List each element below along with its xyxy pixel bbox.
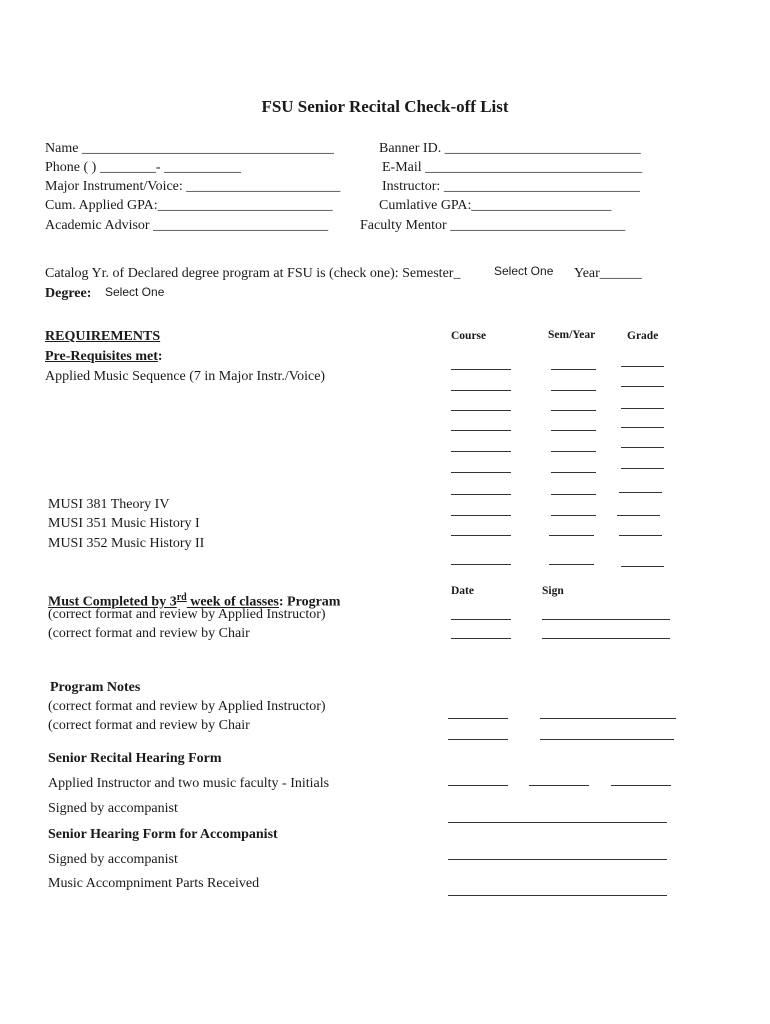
course-line[interactable]	[451, 494, 511, 495]
initials-line[interactable]	[529, 785, 589, 786]
program-heading-pre: Must Completed by 3	[48, 594, 177, 610]
program-heading-end: : Program	[278, 594, 341, 610]
semester-select[interactable]: Select One	[494, 264, 554, 278]
catalog-label: Catalog Yr. of Declared degree program at FSU is (check one): Semester_	[45, 266, 461, 281]
date-line[interactable]	[451, 638, 511, 639]
col-date: Date	[451, 585, 474, 597]
semyear-line[interactable]	[551, 430, 596, 431]
sign-line[interactable]	[540, 739, 674, 740]
col-grade: Grade	[627, 330, 659, 342]
faculty-mentor-field[interactable]: Faculty Mentor _________________________	[360, 218, 626, 233]
prereq-colon: :	[157, 349, 163, 364]
course-line[interactable]	[451, 390, 511, 391]
course-line[interactable]	[451, 472, 511, 473]
grade-line[interactable]	[621, 447, 664, 448]
sign-line[interactable]	[540, 718, 676, 719]
sign-line[interactable]	[542, 638, 670, 639]
initials-line[interactable]	[448, 785, 508, 786]
theory-iv: MUSI 381 Theory IV	[48, 497, 170, 512]
sign-line[interactable]	[542, 619, 670, 620]
notes-line1: (correct format and review by Applied Instructor)	[48, 699, 326, 714]
notes-line2: (correct format and review by Chair	[48, 718, 250, 733]
semyear-line[interactable]	[549, 564, 594, 565]
signed-accompanist-label-2: Signed by accompanist	[48, 852, 178, 867]
program-notes-heading: Program Notes	[50, 680, 141, 695]
signature-line[interactable]	[448, 859, 667, 860]
prereq-text: Pre-Requisites met	[45, 349, 158, 364]
col-sem-year: Sem/Year	[548, 329, 596, 341]
signature-line[interactable]	[448, 895, 667, 896]
accompanist-form-heading: Senior Hearing Form for Accompanist	[48, 827, 278, 842]
page-title: FSU Senior Recital Check-off List	[261, 97, 509, 116]
semyear-line[interactable]	[551, 515, 596, 516]
parts-received-label: Music Accompniment Parts Received	[48, 876, 260, 891]
banner-id-field[interactable]: Banner ID. ____________________________	[379, 141, 641, 156]
advisor-field[interactable]: Academic Advisor _________________________	[45, 218, 329, 233]
course-line[interactable]	[451, 369, 511, 370]
grade-line[interactable]	[621, 386, 664, 387]
degree-select[interactable]: Select One	[105, 285, 165, 299]
program-line1: (correct format and review by Applied Instructor)	[48, 607, 326, 622]
instructor-field[interactable]: Instructor: ____________________________	[382, 179, 640, 194]
grade-line[interactable]	[619, 535, 662, 536]
phone-field[interactable]: Phone ( ) ________- ___________	[45, 160, 241, 175]
initials-label: Applied Instructor and two music faculty - Initials	[48, 776, 330, 791]
grade-line[interactable]	[621, 427, 664, 428]
degree-label: Degree:	[45, 286, 92, 301]
major-field[interactable]: Major Instrument/Voice: ______________________	[45, 179, 341, 194]
semyear-line[interactable]	[549, 535, 594, 536]
history-ii: MUSI 352 Music History II	[48, 536, 205, 551]
grade-line[interactable]	[621, 408, 664, 409]
grade-line[interactable]	[621, 566, 664, 567]
date-line[interactable]	[448, 739, 508, 740]
course-line[interactable]	[451, 535, 511, 536]
course-line[interactable]	[451, 564, 511, 565]
requirements-heading: REQUIREMENTS	[45, 329, 161, 344]
signed-accompanist-label: Signed by accompanist	[48, 801, 178, 816]
semyear-line[interactable]	[551, 494, 596, 495]
semyear-line[interactable]	[551, 410, 596, 411]
semyear-line[interactable]	[551, 369, 596, 370]
name-field[interactable]: Name ____________________________________	[45, 141, 334, 156]
course-line[interactable]	[451, 430, 511, 431]
semyear-line[interactable]	[551, 390, 596, 391]
grade-line[interactable]	[621, 468, 664, 469]
date-line[interactable]	[451, 619, 511, 620]
grade-line[interactable]	[621, 366, 664, 367]
course-line[interactable]	[451, 451, 511, 452]
initials-line[interactable]	[611, 785, 671, 786]
cumulative-gpa-field[interactable]: Cumlative GPA:____________________	[379, 198, 612, 213]
semyear-line[interactable]	[551, 451, 596, 452]
semyear-line[interactable]	[551, 472, 596, 473]
program-line2: (correct format and review by Chair	[48, 626, 250, 641]
program-heading-sup: rd	[176, 592, 187, 603]
history-i: MUSI 351 Music History I	[48, 516, 200, 531]
applied-gpa-field[interactable]: Cum. Applied GPA:_________________________	[45, 198, 333, 213]
signature-line[interactable]	[448, 822, 667, 823]
grade-line[interactable]	[617, 515, 660, 516]
program-heading-post: week of classes	[186, 594, 279, 610]
prereq-heading	[45, 349, 163, 365]
course-line[interactable]	[451, 515, 511, 516]
hearing-form-heading: Senior Recital Hearing Form	[48, 751, 222, 766]
date-line[interactable]	[448, 718, 508, 719]
col-course: Course	[451, 330, 487, 342]
year-field[interactable]: Year______	[574, 266, 642, 281]
col-sign: Sign	[542, 585, 564, 597]
email-field[interactable]: E-Mail _______________________________	[382, 160, 643, 175]
grade-line[interactable]	[619, 492, 662, 493]
applied-sequence: Applied Music Sequence (7 in Major Instr./Voice)	[45, 369, 326, 384]
course-line[interactable]	[451, 410, 511, 411]
